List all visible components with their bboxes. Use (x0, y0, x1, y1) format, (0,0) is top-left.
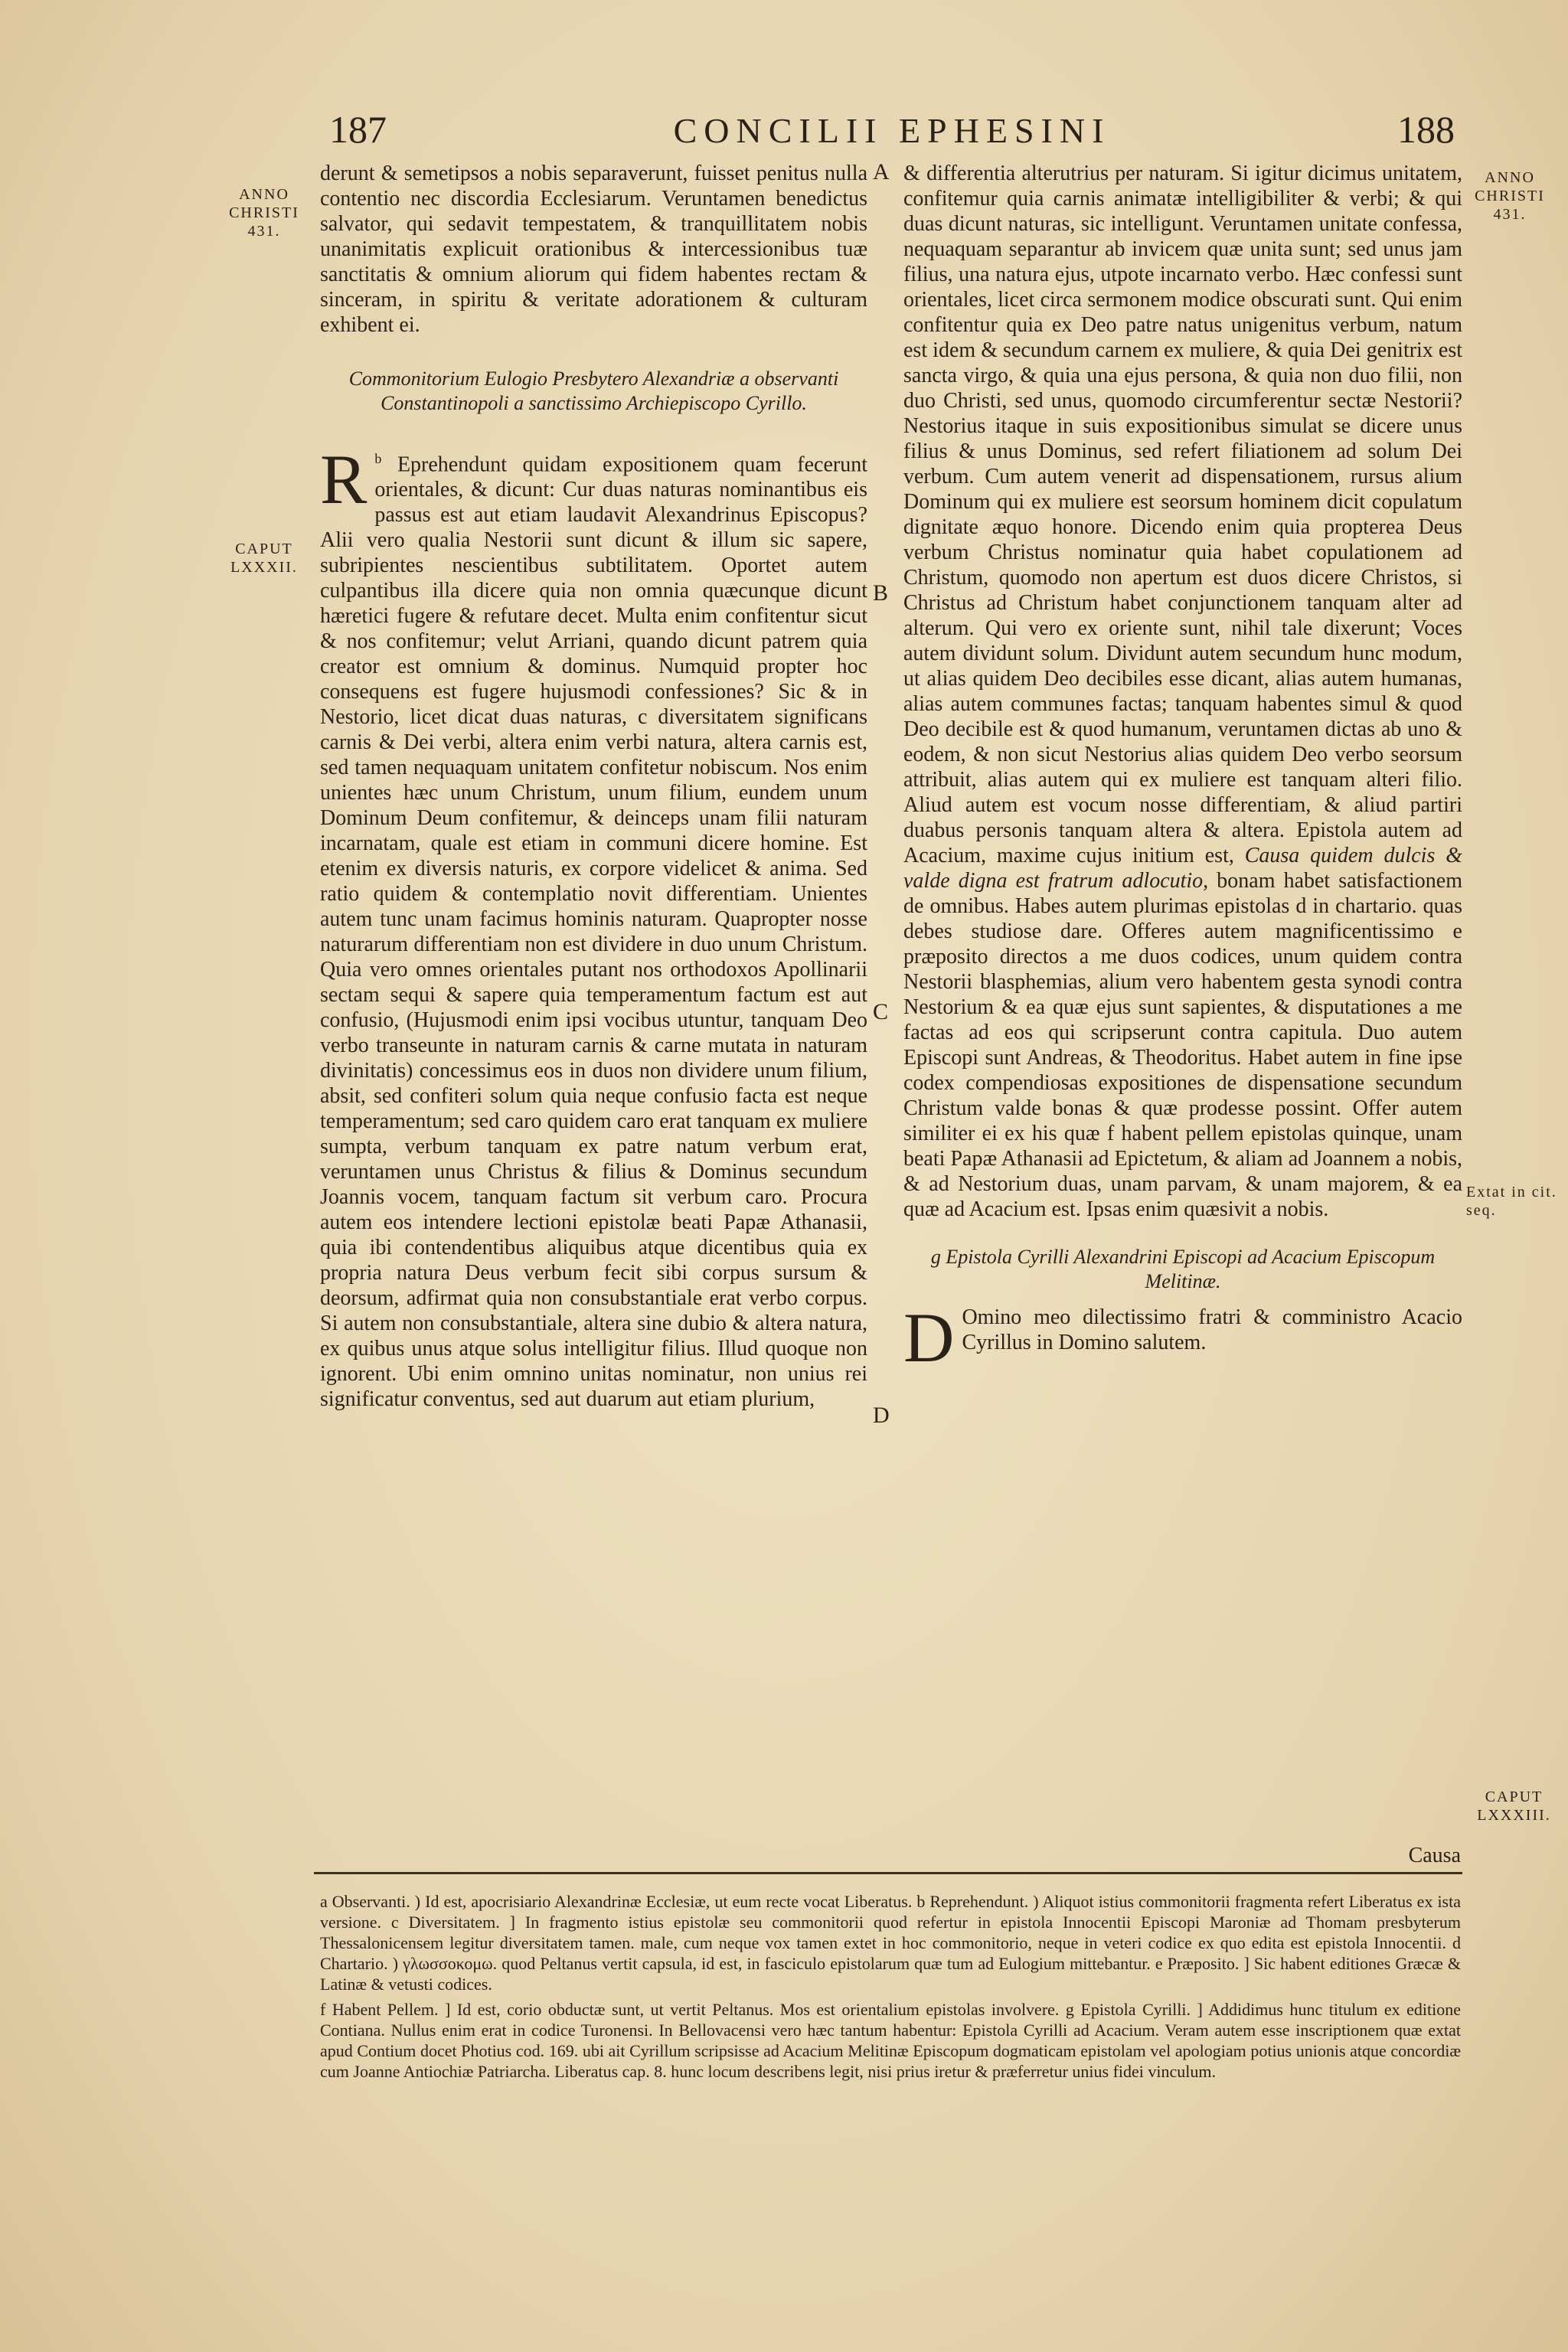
right-text-column (903, 161, 1463, 1377)
epistola-heading: g Epistola Cyrilli Alexandrini Episcopi ad Acacium Episcopum Melitinæ. (930, 1246, 1436, 1292)
margin-year: 431. (1493, 206, 1527, 223)
quoted-incipit: Causa quidem dulcis & valde digna est fratrum adlocutio, (903, 844, 1462, 893)
margin-caput-number: LXXXII. (230, 559, 298, 576)
drop-capital-d: D (903, 1298, 955, 1377)
footnotes-block (320, 1891, 1461, 2086)
running-title: CONCILII EPHESINI (673, 111, 1111, 150)
section-letter-c: C (873, 999, 889, 1024)
footnote-paragraph-2: f Habent Pellem. ] Id est, corio obductæ sunt, ut vertit Peltanus. Mos est orientalium epistolas involvere. g Epistola Cyrilli. ] Addidimus hunc titulum ex editione Contiana. Nullus enim erat in codice Turonensi. In Bellovacensi vero hæc tantum habentur: Epistola Cyrilli ad Acacium. Veram autem esse inscriptionem quæ extat apud Contium docet Photius cod. 169. ubi ait Cyrillum scripsisse ad Acacium Melitinæ Episcopum dogmaticam epistolam vel apologiam potius unionis atque concordiæ cum Joanne Antiochiæ Patriarcha. Liberatus cap. 8. hunc locum describens legit, nisi prius iretur & præferretur unius fidei vinculum. (320, 2000, 1461, 2081)
left-page-number: 187 (329, 108, 387, 151)
section-letter-a: A (873, 159, 890, 185)
margin-anno: ANNO (1485, 169, 1535, 186)
margin-year: 431. (247, 223, 281, 240)
footnote-divider (314, 1872, 1462, 1874)
right-paragraph-2-text: Omino meo dilectissimo fratri & comministro Acacio Cyrillus in Domino salutem. (962, 1305, 1462, 1354)
left-margin-year-note (214, 185, 314, 240)
margin-christi: CHRISTI (229, 204, 299, 221)
right-margin-caput-note (1466, 1788, 1562, 1824)
right-paragraph-2 (903, 1298, 1462, 1377)
margin-caput-number: LXXXIII. (1477, 1807, 1551, 1824)
left-paragraph-2-text: Eprehendunt quidam expositionem quam fecerunt orientales, & dicunt: Cur duas naturas nominantibus eis passus est aut etiam laudavit Alexandrinus Episcopus? Alii vero qualia Nestorii sunt dicunt & illum sic sapere, subripientes nescientibus subtilitatem. Oportet autem culpantibus illa dicere quia non omnia quæcunque dicunt hæretici fugere & refutare decet. Multa enim confitentur sicut & nos confitemur; velut Arriani, quando dicunt patrem quia creator est omnium & dominus. Numquid propter hoc consequens est fugere hujusmodi confessiones? Sic & in Nestorio, licet dicat duas naturas, c diversitatem significans carnis & Dei verbi, altera enim verbi natura, altera carnis est, sed tamen nequaquam unitatem confitetur nobiscum. Nos enim unientes hæc unum Christum, unum filium, eundem unum Dominum Deum confitemur, & deinceps unam filii naturam incarnatam, quale est etiam in communi dicere homine. Est etenim ex diversis naturis, ex corpore videlicet & anima. Sed ratio quidem & contemplatio novit differentiam. Unientes autem tunc unam facimus hominis naturam. Quapropter nosse naturarum differentiam non est dividere in duo unum Christum. Quia vero omnes orientales putant nos orthodoxos Apollinarii sectam sequi & sapere quia temperamentum factum est aut confusio, (Hujusmodi enim ipsi vocibus utuntur, tanquam Deo verbo transeunte in naturam carnis & carne mutata in naturam divinitatis) concessimus eos in duos non dividere unum filium, absit, sed confiteri solum quia neque confusio facta est neque temperamentum; sed caro quidem caro erat tanquam ex muliere sumpta, verbum tanquam ex patre natum verbum erat, veruntamen unus Christus & filius & Dominus secundum Joannis vocem, tanquam factum sit verbum caro. Procura autem eos intendere lectioni epistolæ beati Papæ Athanasii, quia ibi contendentibus aliquibus atque dicentibus quia ex propria natura Deus verbum fecit sibi corpus sursum & deorsum, adfirmat quia non consubstantiale erat verbo corpus. Si autem non consubstantiale, altera sine dubio & altera natura, ex quibus unus atque solus intelligitur filius. Illud quoque non ignorent. Ubi enim omnino unitas nominatur, non unius rei significatur conventus, sed aut duarum aut etiam plurium, (320, 452, 867, 1412)
right-paragraph-1 (903, 161, 1462, 1222)
footnote-paragraph-1: a Observanti. ) Id est, apocrisiario Alexandrinæ Ecclesiæ, ut eum recte vocat Liberatus. b Reprehendunt. ) Aliquot istius commonitorii fragmenta refert Liberatus ex ista versione. c Diversitatem. ] In fragmento istius epistolæ seu commonitorii quod refertur in epistola Innocentii Episcopi Maroniæ ad Thomam presbyterum Thessalonicensem legitur diversitatem tamen. male, cum neque vox tamen extet in hoc commonitorio, neque in veteri codice ex quo edita est epistola Innocentii. d Chartario. ) γλωσσοκομω. quod Peltanus vertit capsula, id est, in fasciculo epistolarum quæ tum ad Eulogium mittebantur. e Præposito. ] Sic habent editiones Græcæ & Latinæ & vetusti codices. (320, 1892, 1461, 1994)
left-text-column (320, 161, 867, 1412)
running-header (329, 107, 1455, 161)
right-page-number: 188 (1397, 108, 1455, 151)
commonitorium-heading: Commonitorium Eulogio Presbytero Alexandriæ a observanti Constantinopoli a sanctissimo Archiepiscopo Cyrillo. (348, 368, 839, 414)
margin-anno: ANNO (239, 186, 289, 203)
right-margin-year-note (1464, 168, 1556, 224)
left-paragraph-2 (320, 440, 867, 1412)
footnote-marker-b: b (374, 451, 382, 466)
left-paragraph-1: derunt & semetipsos a nobis separaverunt, fuisset penitus nulla contentio nec discordia Ecclesiarum. Veruntamen benedictus salvator, qui sedavit tempestatem, & tranquillitatem nobis unanimitatis explicuit orationibus & intercessionibus tuæ sanctitatis & omnium aliorum qui fidem habentes rectam & sinceram, in spiritu & veritate adorationem & culturam exhibent ei. (320, 162, 867, 337)
margin-christi: CHRISTI (1475, 188, 1545, 204)
right-margin-extat-note: Extat in cit. seq. (1466, 1184, 1557, 1219)
margin-caput: CAPUT (1485, 1788, 1544, 1805)
left-margin-caput-note (214, 540, 314, 577)
right-paragraph-1-continuation: bonam habet satisfactionem de omnibus. Habes autem plurimas epistolas d in chartario. quas debes studiose dare. Offeres autem magnificentissimo e præposito directos a me duos codices, unum quidem contra Nestorii blasphemias, alium vero habentem gesta synodi contra Nestorium & ea quæ ejus sunt sapientes, & disputationes a me factas ad eos qui scripserunt contra capitula. Duo autem Episcopi sunt Andreas, & Theodoritus. Habet autem in fine ipse codex compendiosas expositiones de dispensatione secundum Christum valde bonas & quæ prodesse possint. Offer autem similiter ei ex his quæ f habent pellem epistolas quinque, unam beati Papæ Athanasii ad Epictetum, & aliam ad Joannem a nobis, & ad Nestorium duas, unam parvam, & unam majorem, & ea quæ ad Acacium est. Ipsas enim quæsivit a nobis. (903, 869, 1463, 1221)
margin-caput: CAPUT (235, 541, 293, 557)
section-letter-b: B (873, 580, 889, 606)
catchword: Causa (1408, 1844, 1461, 1867)
drop-capital-r: R (320, 440, 368, 518)
section-letter-d: D (873, 1403, 890, 1428)
right-paragraph-1-text: & differentia alterutrius per naturam. Si igitur dicimus unitatem, confitemur quia carnis animatæ intelligibiliter & verbi; & qui duas dicunt naturas, sic intelligunt. Veruntamen unitate confessa, nequaquam separantur ab invicem quæ unita sunt; sed unus jam filius, una natura ejus, utpote incarnato verbo. Hæc confessi sunt orientales, licet circa sermonem modice obscurati sunt. Qui enim confitentur quia ex Deo patre natus unigenitus verbum, natum est idem & secundum carnem ex muliere, & quia Dei genitrix est sancta virgo, & quia una ejus persona, & quia non duo filii, non duo Christi, sed unus, quomodo circumferentur sectæ Nestorii? Nestorius itaque in suis expositionibus simulat se dicere unus filius & unus Dominus, sed refert filiationem ad solum Dei verbum. Cum autem venerit ad dispensationem, rursus alium Dominum qui ex muliere est seorsum hominem dicit copulatum dignitate æquo honore. Dicendo enim quia propterea Deus verbum Christus nominatur quia habet copulationem ad Christum, quomodo non apertum est duos dicere Christos, si Christus ad Christum habet conjunctionem tanquam alter ad alterum. Qui vero ex oriente sunt, nihil tale dixerunt; Voces autem dividunt solum. Dividunt autem secundum hunc modum, ut alias quidem Deo decibiles esse dicant, alias autem humanas, alias autem communes factas; tanquam habentes simul & quod Deo decibile est & quod humanum, veruntamen dictas ab uno & eodem, & non sicut Nestorius alias quidem Deo verbo seorsum attribuit, alias autem qui ex muliere est tanquam alteri filio. Aliud autem est vocum nosse differentiam, & aliud partiri duabus personis tanquam altera & altera. Epistola autem ad Acacium, maxime cujus initium est, (903, 162, 1462, 867)
